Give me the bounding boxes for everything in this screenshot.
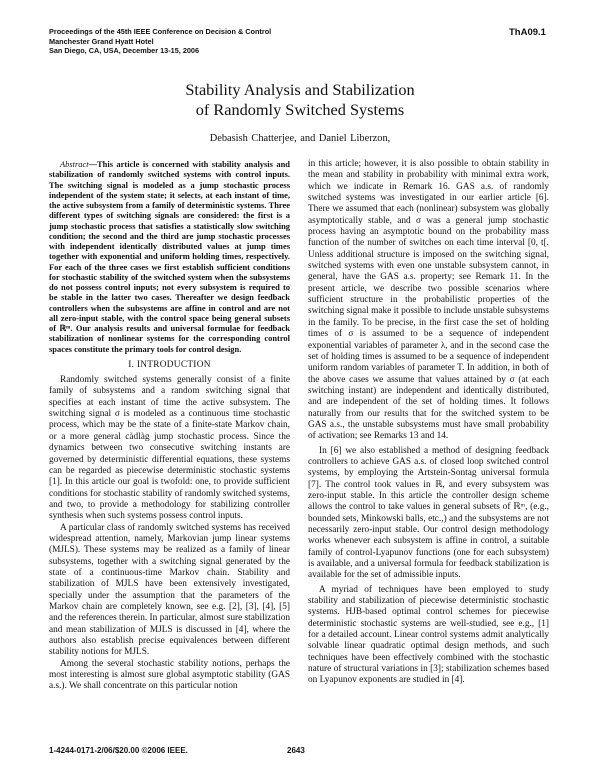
author-list: Debasish Chatterjee, and Daniel Liberzon, <box>209 133 391 144</box>
paper-title-line-2: of Randomly Switched Systems <box>195 100 405 119</box>
paragraph: Among the several stochastic stability notions, perhaps the most interesting is almost sure global asymptotic stability (GAS a.s.). We shall concentrate on this particular notion <box>49 658 290 692</box>
section-heading-introduction: I. INTRODUCTION <box>128 359 211 370</box>
paragraph: A particular class of randomly switched systems has received widespread attention, namely, Markovian jump linear systems (MJLS). These systems may be realized as a family of linear subsystems, together with a switching signal generated by the state of a continuous-time Markov chain. Stability and stabilization of MJLS have been extensively investigated, specially under the assumption that the parameters of the Markov chain are completely known, see e.g. [2], [3], [4], [5] and the references therein. In particular, almost sure stabilization and mean stabilization of MJLS is discussed in [4], where the authors also establish precise equivalences between different stability notions for MJLS. <box>49 522 290 658</box>
footer-isbn: 1-4244-0171-2/06/$20.00 ©2006 IEEE. <box>49 746 188 755</box>
abstract <box>49 159 290 354</box>
abstract-text: —This article is concerned with stability analysis and stabilization of randomly switched systems with control inputs. The switching signal is modeled as a jump stochastic process independent of the system state; it selects, at each instant of time, the active subsystem from a family of deterministic systems. Three different types of switching signals are considered: the first is a jump stochastic process that satisfies a statistically slow switching condition; the second and the third are jump stochastic processes with independent identically distributed values at jump times together with exponential and uniform holding times, respectively. For each of the three cases we first establish sufficient conditions for stochastic stability of the switched system when the subsystems do not possess control inputs; not every subsystem is required to be stable in the latter two cases. Thereafter we design feedback controllers when the subsystems are affine in control and are not all zero-input stable, with the control space being general subsets of ℝᵐ. Our analysis results and universal formulae for feedback stabilization of nonlinear systems for the corresponding control spaces constitute the primary tools for control design. <box>49 159 290 354</box>
paragraph: Randomly switched systems generally consist of a finite family of subsystems and a random switching signal that specifies at each instant of time the active subsystem. The switching signal σ is modeled as a continuous time stochastic process, which may be the state of a finite-state Markov chain, or a more general càdlàg jump stochastic process. Since the dynamics between two consecutive switching instants are governed by deterministic differential equations, these systems can be regarded as piecewise deterministic stochastic systems [1]. In this article our goal is twofold: one, to provide sufficient conditions for stochastic stability of randomly switched systems, and two, to provide a methodology for stabilizing controller synthesis when such systems possess control inputs. <box>49 375 290 522</box>
abstract-label: Abstract <box>60 159 89 169</box>
page-number: 2643 <box>287 746 305 755</box>
conference-header <box>49 27 271 56</box>
header-line-location: San Diego, CA, USA, December 13-15, 2006 <box>49 46 200 56</box>
header-line-proceedings: Proceedings of the 45th IEEE Conference on Decision & Control <box>49 27 272 36</box>
session-code: ThA09.1 <box>509 27 546 38</box>
paper-title-line-1: Stability Analysis and Stabilization <box>185 80 415 99</box>
paragraph: In [6] we also established a method of designing feedback controllers to achieve GAS a.s. of closed loop switched control systems, by employing the Artstein-Sontag universal formula [7]. The control took values in ℝ, and every subsystem was zero-input stable. In this article the controller design scheme allows the control to take values in general subsets of ℝᵐ, (e.g., bounded sets, Minkowski balls, etc.,) and the subsystems are not necessarily zero-input stable. Our control design methodology works whenever each subsystem is affine in control, a suitable family of control-Lyapunov functions (one for each subsystem) is available, and a universal formula for feedback stabilization is available for the set of admissible inputs. <box>308 445 549 581</box>
left-column <box>49 159 290 693</box>
right-column <box>308 159 549 687</box>
paragraph: A myriad of techniques have been employed to study stability and stabilization of piecewise deterministic stochastic systems. HJB-based optimal control schemes for piecewise deterministic stochastic systems are well-studied, see e.g., [1] for a detailed account. Linear control systems admit analytically solvable linear quadratic optimal design methods, and such techniques have been effectively combined with the stochastic nature of structural variations in [3]; stabilization schemes based on Lyapunov exponents are studied in [4]. <box>308 584 549 686</box>
paragraph: in this article; however, it is also possible to obtain stability in the mean and stability in probability with minimal extra work, which we indicate in Remark 16. GAS a.s. of randomly switched systems was investigated in our earlier article [6]. There we assumed that each (nonlinear) subsystem was globally asymptotically stable, and σ was a general jump stochastic process having an asymptotic bound on the probability mass function of the number of switches on each time interval [0, t[. Unless additional structure is imposed on the switching signal, switched systems with even one unstable subsystem cannot, in general, have the GAS a.s. property; see Remark 11. In the present article, we describe two possible scenarios where sufficient structure in the probabilistic properties of the switching signal make it possible to include unstable subsystems in the family. To be precise, in the first case the set of holding times of σ is assumed to be a sequence of independent exponential variables of parameter λ, and in the second case the set of holding times is assumed to be a sequence of independent uniform random variables of parameter T. In addition, in both of the above cases we assume that values attained by σ (at each switching instant) are independent and identically distributed, and are independent of the set of holding times. It follows naturally from our results that for the switched system to be GAS a.s., the unstable subsystems must have small probability of activation; see Remarks 13 and 14. <box>308 159 549 442</box>
header-line-venue: Manchester Grand Hyatt Hotel <box>49 36 154 46</box>
